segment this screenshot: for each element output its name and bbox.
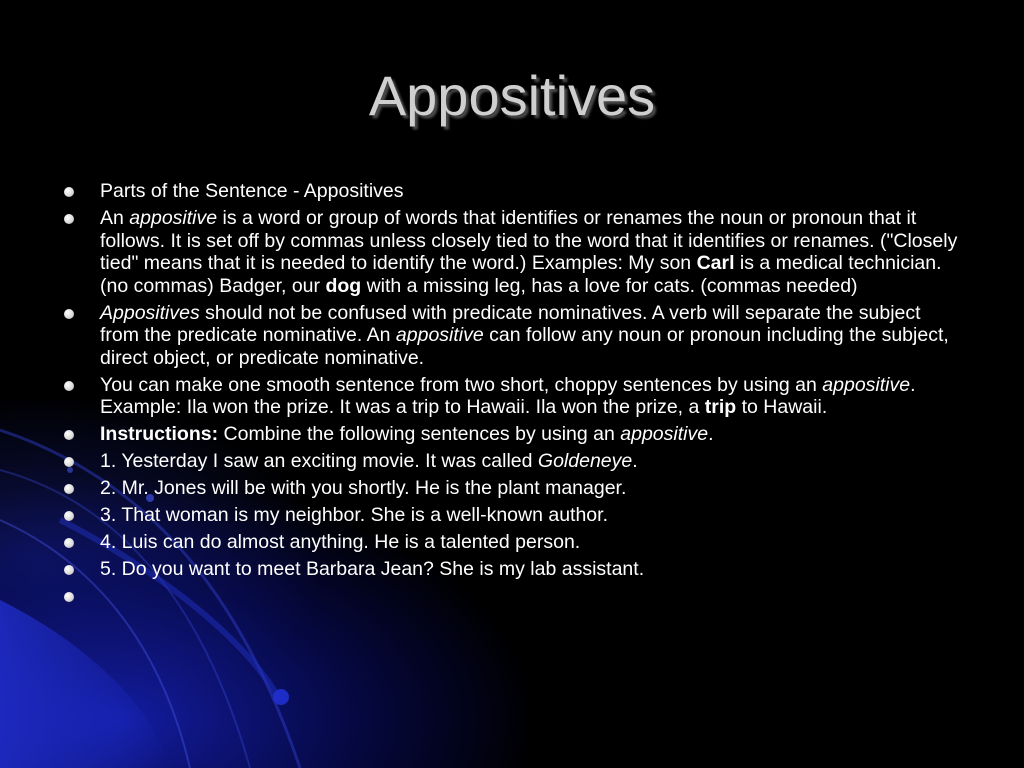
bullet-item (62, 423, 962, 446)
bullet-icon (64, 187, 74, 197)
bullet-item (62, 477, 962, 500)
bullet-icon (64, 511, 74, 521)
bullet-item (62, 207, 962, 297)
bullet-text: 1. Yesterday I saw an exciting movie. It was called Goldeneye. (100, 450, 638, 472)
bullet-item (62, 180, 962, 203)
bullet-icon (64, 538, 74, 548)
bullet-item (62, 374, 962, 419)
bullet-item (62, 450, 962, 473)
bullet-item (62, 504, 962, 527)
bullet-list (62, 180, 962, 608)
bullet-item (62, 558, 962, 581)
bullet-item (62, 302, 962, 370)
bullet-icon (64, 309, 74, 319)
bullet-text: 3. That woman is my neighbor. She is a well-known author. (100, 504, 608, 526)
bullet-text: Instructions: Combine the following sentences by using an appositive. (100, 423, 714, 445)
bullet-icon (64, 381, 74, 391)
bullet-text: Appositives should not be confused with predicate nominatives. A verb will separate the subject from the predicate nominative. An appositive can follow any noun or pronoun including the subject, direct object, or predicate nominative. (100, 301, 949, 369)
bullet-text: Parts of the Sentence - Appositives (100, 180, 404, 202)
slide-content (62, 180, 962, 612)
bullet-item (62, 531, 962, 554)
bullet-item-empty (62, 585, 962, 608)
bullet-icon (64, 565, 74, 575)
bullet-icon (64, 214, 74, 224)
bullet-text: 4. Luis can do almost anything. He is a talented person. (100, 531, 581, 553)
bullet-text: 5. Do you want to meet Barbara Jean? She is my lab assistant. (100, 558, 645, 580)
bullet-icon (64, 592, 74, 602)
bullet-text: You can make one smooth sentence from two short, choppy sentences by using an appositive. Example: Ila won the prize. It was a trip to Hawaii. Ila won the prize, a trip to Hawaii. (100, 373, 916, 418)
slide-title: Appositives (368, 64, 656, 127)
bullet-icon (64, 484, 74, 494)
bullet-icon (64, 457, 74, 467)
bullet-text: An appositive is a word or group of words that identifies or renames the noun or pronoun that it follows. It is set off by commas unless closely tied to the word that it identifies or renames. ("Closely tied" means that it is needed to identify the word.) Examples: My son Carl is a medical technician. (no commas) Badger, our dog with a missing leg, has a love for cats. (commas needed) (100, 207, 958, 297)
bullet-icon (64, 430, 74, 440)
bullet-text: 2. Mr. Jones will be with you shortly. He is the plant manager. (100, 477, 627, 499)
